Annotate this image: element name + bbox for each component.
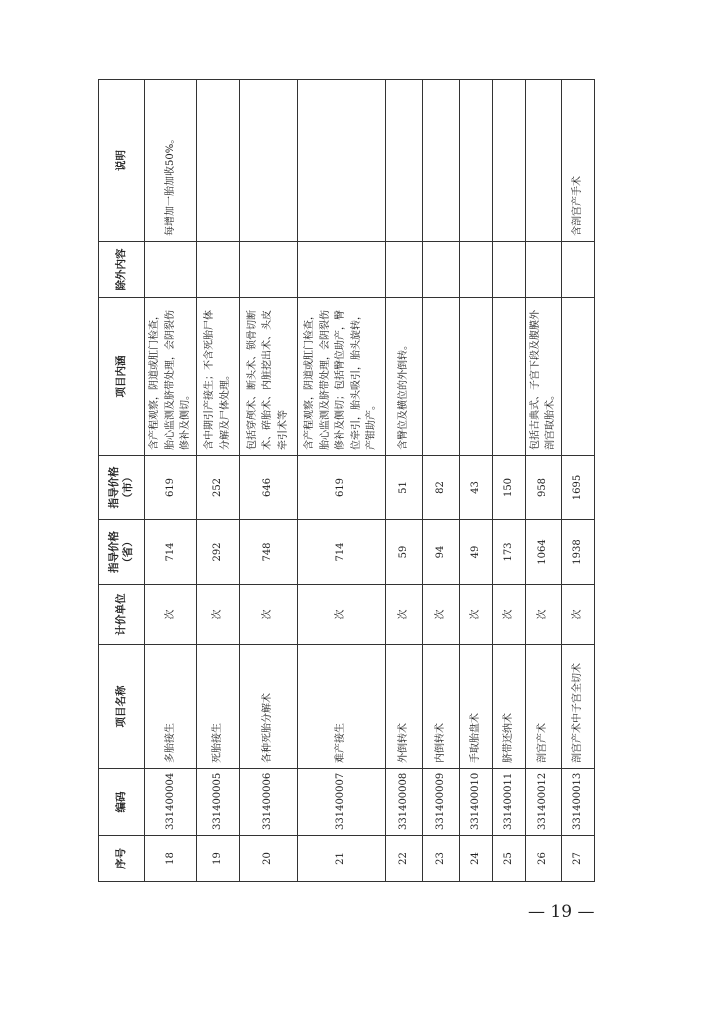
cell-exclusion bbox=[459, 242, 492, 298]
header-seq: 序号 bbox=[99, 836, 145, 882]
cell-unit: 次 bbox=[459, 585, 492, 645]
cell-price-prov: 748 bbox=[239, 520, 297, 585]
table-header-row bbox=[99, 80, 145, 882]
cell-price-prov: 1938 bbox=[561, 520, 594, 585]
cell-exclusion bbox=[145, 242, 197, 298]
header-price-city: 指导价格（市） bbox=[99, 456, 145, 520]
cell-name: 剖宫产术 bbox=[525, 645, 561, 769]
header-exclusion: 除外内容 bbox=[99, 242, 145, 298]
cell-note bbox=[459, 80, 492, 242]
cell-name: 剖宫产术中子宫全切术 bbox=[561, 645, 594, 769]
table-row bbox=[297, 80, 385, 882]
cell-seq: 22 bbox=[385, 836, 422, 882]
cell-exclusion bbox=[297, 242, 385, 298]
cell-code: 331400008 bbox=[385, 769, 422, 836]
cell-exclusion bbox=[239, 242, 297, 298]
cell-unit: 次 bbox=[422, 585, 459, 645]
cell-unit: 次 bbox=[196, 585, 239, 645]
cell-seq: 19 bbox=[196, 836, 239, 882]
table-row bbox=[239, 80, 297, 882]
table-row bbox=[525, 80, 561, 882]
cell-name: 内倒转术 bbox=[422, 645, 459, 769]
cell-price-city: 619 bbox=[145, 456, 197, 520]
cell-price-city: 1695 bbox=[561, 456, 594, 520]
cell-seq: 18 bbox=[145, 836, 197, 882]
cell-seq: 23 bbox=[422, 836, 459, 882]
cell-price-city: 82 bbox=[422, 456, 459, 520]
cell-name: 手取胎盘术 bbox=[459, 645, 492, 769]
cell-code: 331400005 bbox=[196, 769, 239, 836]
cell-price-prov: 59 bbox=[385, 520, 422, 585]
cell-price-city: 51 bbox=[385, 456, 422, 520]
cell-note bbox=[239, 80, 297, 242]
cell-unit: 次 bbox=[561, 585, 594, 645]
cell-content: 含产程观察，阴道或肛门检查，胎心监测及脐带处理，会阴裂伤修补及侧切。 bbox=[145, 298, 197, 456]
cell-price-city: 958 bbox=[525, 456, 561, 520]
cell-exclusion bbox=[385, 242, 422, 298]
cell-note bbox=[525, 80, 561, 242]
cell-price-city: 43 bbox=[459, 456, 492, 520]
cell-note bbox=[385, 80, 422, 242]
cell-content bbox=[492, 298, 525, 456]
cell-name: 各种死胎分解术 bbox=[239, 645, 297, 769]
cell-content: 含臀位及横位的外倒转。 bbox=[385, 298, 422, 456]
cell-code: 331400009 bbox=[422, 769, 459, 836]
cell-content: 含产程观察，阴道或肛门检查，胎心监测及脐带处理，会阴裂伤修补及侧切；包括臀位助产，臀位牵引，胎头吸引，胎头旋转，产钳助产。 bbox=[297, 298, 385, 456]
cell-note bbox=[297, 80, 385, 242]
cell-price-prov: 49 bbox=[459, 520, 492, 585]
cell-code: 331400013 bbox=[561, 769, 594, 836]
table-body bbox=[145, 80, 595, 882]
fee-table bbox=[98, 79, 595, 882]
cell-price-prov: 173 bbox=[492, 520, 525, 585]
table-row bbox=[459, 80, 492, 882]
cell-price-prov: 714 bbox=[297, 520, 385, 585]
cell-seq: 21 bbox=[297, 836, 385, 882]
cell-code: 331400012 bbox=[525, 769, 561, 836]
table-row bbox=[385, 80, 422, 882]
cell-name: 难产接生 bbox=[297, 645, 385, 769]
header-name: 项目名称 bbox=[99, 645, 145, 769]
cell-content: 包括古典式、子宫下段及腹膜外剖宫取胎术。 bbox=[525, 298, 561, 456]
cell-unit: 次 bbox=[492, 585, 525, 645]
cell-seq: 26 bbox=[525, 836, 561, 882]
cell-code: 331400010 bbox=[459, 769, 492, 836]
cell-price-city: 150 bbox=[492, 456, 525, 520]
cell-code: 331400011 bbox=[492, 769, 525, 836]
cell-exclusion bbox=[196, 242, 239, 298]
cell-unit: 次 bbox=[297, 585, 385, 645]
cell-name: 多胎接生 bbox=[145, 645, 197, 769]
table-row bbox=[422, 80, 459, 882]
cell-note: 每增加一胎加收50%。 bbox=[145, 80, 197, 242]
cell-seq: 27 bbox=[561, 836, 594, 882]
header-unit: 计价单位 bbox=[99, 585, 145, 645]
cell-exclusion bbox=[422, 242, 459, 298]
header-note: 说明 bbox=[99, 80, 145, 242]
cell-note: 含剖宫产手术 bbox=[561, 80, 594, 242]
cell-exclusion bbox=[525, 242, 561, 298]
cell-content: 包括穿颅术、断头术、锁骨切断术、碎胎术、内脏挖出术、头皮牵引术等 bbox=[239, 298, 297, 456]
table-row bbox=[561, 80, 594, 882]
header-price-prov: 指导价格（省） bbox=[99, 520, 145, 585]
cell-seq: 25 bbox=[492, 836, 525, 882]
page-number: — 19 — bbox=[528, 902, 595, 922]
cell-content bbox=[459, 298, 492, 456]
cell-content bbox=[561, 298, 594, 456]
cell-name: 外倒转术 bbox=[385, 645, 422, 769]
header-code: 编码 bbox=[99, 769, 145, 836]
header-content: 项目内涵 bbox=[99, 298, 145, 456]
cell-unit: 次 bbox=[239, 585, 297, 645]
cell-content: 含中期引产接生；不含死胎尸体分解及尸体处理。 bbox=[196, 298, 239, 456]
cell-note bbox=[422, 80, 459, 242]
cell-exclusion bbox=[492, 242, 525, 298]
cell-price-city: 619 bbox=[297, 456, 385, 520]
cell-seq: 20 bbox=[239, 836, 297, 882]
cell-code: 331400006 bbox=[239, 769, 297, 836]
cell-unit: 次 bbox=[145, 585, 197, 645]
cell-name: 死胎接生 bbox=[196, 645, 239, 769]
table-row bbox=[145, 80, 197, 882]
cell-code: 331400004 bbox=[145, 769, 197, 836]
cell-unit: 次 bbox=[525, 585, 561, 645]
rotated-table-container bbox=[98, 80, 588, 882]
cell-price-city: 646 bbox=[239, 456, 297, 520]
table-row bbox=[196, 80, 239, 882]
cell-price-prov: 714 bbox=[145, 520, 197, 585]
cell-code: 331400007 bbox=[297, 769, 385, 836]
cell-price-prov: 292 bbox=[196, 520, 239, 585]
cell-exclusion bbox=[561, 242, 594, 298]
cell-price-city: 252 bbox=[196, 456, 239, 520]
cell-seq: 24 bbox=[459, 836, 492, 882]
cell-note bbox=[196, 80, 239, 242]
cell-content bbox=[422, 298, 459, 456]
cell-unit: 次 bbox=[385, 585, 422, 645]
cell-price-prov: 94 bbox=[422, 520, 459, 585]
table-row bbox=[492, 80, 525, 882]
cell-price-prov: 1064 bbox=[525, 520, 561, 585]
cell-name: 脐带还纳术 bbox=[492, 645, 525, 769]
cell-note bbox=[492, 80, 525, 242]
